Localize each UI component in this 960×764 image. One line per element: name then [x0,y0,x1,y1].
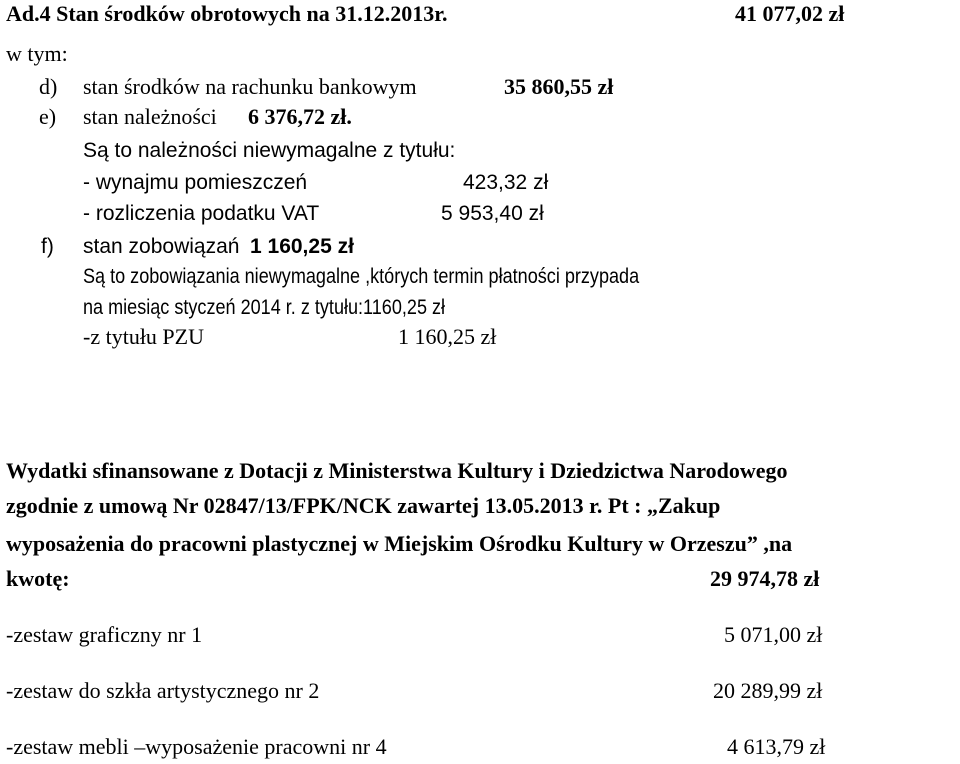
set-item-amount: 5 071,00 zł [724,622,823,647]
item-e-sub2-label: - rozliczenia podatku VAT [83,202,320,225]
item-d-marker: d) [39,74,58,99]
item-e-sub1-amount: 423,32 zł [463,171,549,194]
grant-amount: 29 974,78 zł [710,566,820,591]
item-e-note: Są to należności niewymagalne z tytułu: [83,139,456,162]
grant-line3: wyposażenia do pracowni plastycznej w Miejskim Ośrodku Kultury w Orzeszu” ,na [6,531,793,556]
item-f-note-line1: Są to zobowiązania niewymagalne ,których termin płatności przypada [83,265,640,288]
set-item-label: -zestaw graficzny nr 1 [6,622,203,647]
section-total: 41 077,02 zł [735,1,845,26]
grant-line2: zgodnie z umową Nr 02847/13/FPK/NCK zawartej 13.05.2013 r. Pt : „Zakup [6,493,721,518]
item-f-label: stan zobowiązań [83,235,240,258]
intro-text: w tym: [6,41,68,66]
item-f-sub1-amount: 1 160,25 zł [398,324,497,349]
item-f-sub1-label: -z tytułu PZU [83,324,204,349]
set-item-amount: 4 613,79 zł [727,734,826,759]
grant-amount-label: kwotę: [6,566,70,591]
set-item-amount: 20 289,99 zł [713,678,823,703]
item-e-amount: 6 376,72 zł. [248,104,352,129]
item-d-label: stan środków na rachunku bankowym [83,74,417,99]
item-f-amount: 1 160,25 zł [250,235,354,258]
item-e-marker: e) [39,104,57,129]
set-item-label: -zestaw mebli –wyposażenie pracowni nr 4 [6,734,387,759]
section-title: Ad.4 Stan środków obrotowych na 31.12.2013r. [6,1,448,26]
item-e-sub1-label: - wynajmu pomieszczeń [83,171,308,194]
item-f-marker: f) [41,235,54,258]
item-f-note-line2: na miesiąc styczeń 2014 r. z tytułu:1160,25 zł [83,296,446,319]
item-e-label: stan należności [83,104,217,129]
set-item-label: -zestaw do szkła artystycznego nr 2 [6,678,320,703]
item-d-amount: 35 860,55 zł [504,74,614,99]
grant-line1: Wydatki sfinansowane z Dotacji z Ministerstwa Kultury i Dziedzictwa Narodowego [6,458,788,483]
item-e-sub2-amount: 5 953,40 zł [441,202,544,225]
